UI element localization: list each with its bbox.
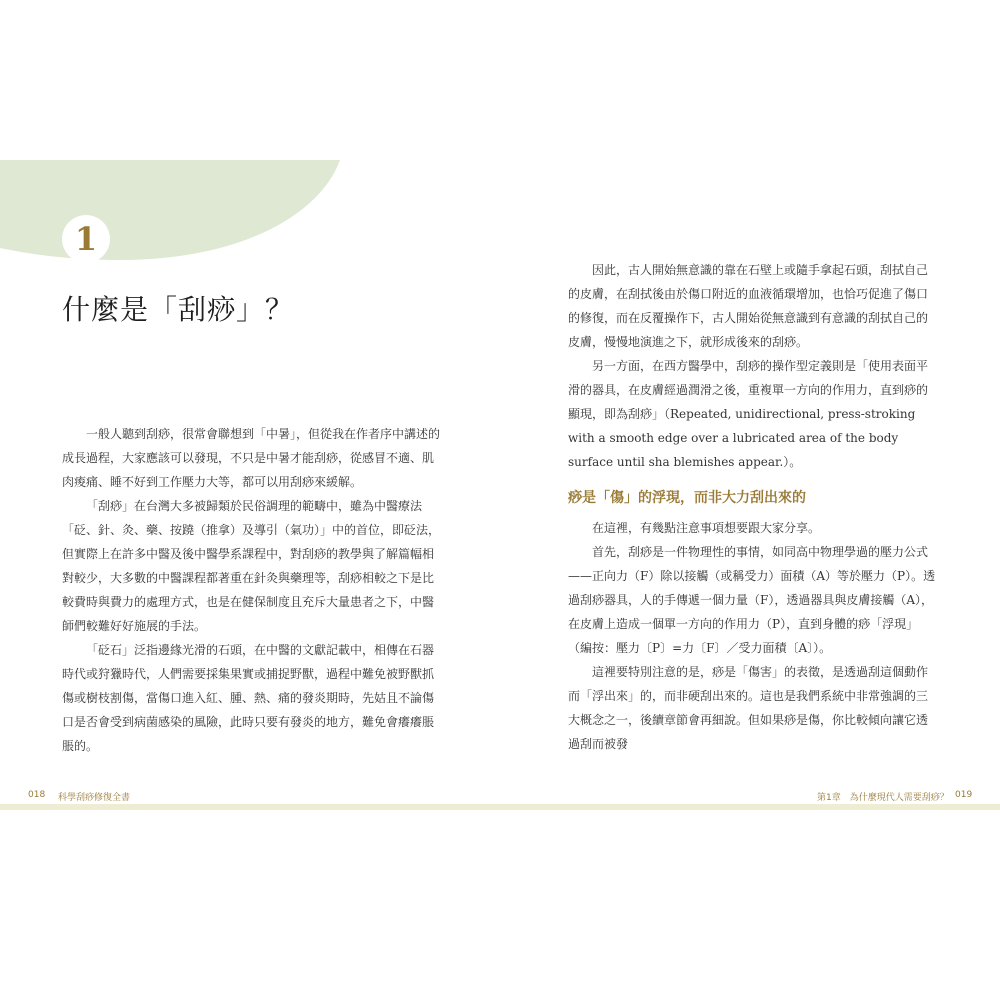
footer-band bbox=[0, 804, 1000, 810]
left-paragraph-3: 「砭石」泛指邊緣光滑的石頭，在中醫的文獻記載中，相傳在石器時代或狩獵時代，人們需要採集果實或捕捉野獸，過程中難免被野獸抓傷或樹枝割傷，當傷口進入紅、腫、熱、痛的發炎期時，先姑且不論傷口是否會受到病菌感染的風險，此時只要有發炎的地方，難免會癢癢脹脹的。 bbox=[62, 643, 435, 753]
page-footer bbox=[0, 788, 1000, 810]
decorative-green-arc bbox=[0, 160, 340, 270]
left-paragraph-1: 一般人聽到刮痧，很常會聯想到「中暑」，但從我在作者序中講述的成長過程，大家應該可以發現，不只是中暑才能刮痧，從感冒不適、肌肉痠痛、睡不好到工作壓力大等，都可以用刮痧來緩解。 bbox=[62, 427, 441, 489]
left-page-body bbox=[62, 422, 442, 758]
left-paragraph-2: 「刮痧」在台灣大多被歸類於民俗調理的範疇中，雖為中醫療法「砭、針、灸、藥、按蹺（推拿）及導引（氣功）」中的首位，即砭法，但實際上在許多中醫及後中醫學系課程中，對刮痧的教學與了解篇幅相對較少，大多數的中醫課程都著重在針灸與藥理等，刮痧相較之下是比較費時與費力的處理方式，也是在健保制度且充斥大量患者之下，中醫師們較難好好施展的手法。 bbox=[62, 499, 441, 633]
right-page-number: 019 bbox=[955, 790, 973, 800]
right-paragraph-1: 因此，古人開始無意識的靠在石壁上或隨手拿起石頭，刮拭自己的皮膚，在刮拭後由於傷口附近的血液循環增加，也恰巧促進了傷口的修復，而在反覆操作下，古人開始從無意識到有意識的刮拭自己的皮膚，慢慢地演進之下，就形成後來的刮痧。 bbox=[568, 263, 929, 349]
right-paragraph-5: 這裡要特別注意的是，痧是「傷害」的表徵，是透過刮這個動作而「浮出來」的，而非硬刮出來的。這也是我們系統中非常強調的三大概念之一，後續章節會再細說。但如果痧是傷，你比較傾向讓它透過刮而被發 bbox=[568, 665, 929, 751]
right-paragraph-4: 首先，刮痧是一件物理性的事情，如同高中物理學過的壓力公式——正向力（F）除以接觸（或稱受力）面積（A）等於壓力（P）。透過刮痧器具，人的手傳遞一個力量（F），透過器具與皮膚接觸（A），在皮膚上造成一個單一方向的作用力（P），直到身體的痧「浮現」（編按：壓力〔P〕=力〔F〕／受力面積〔A〕）。 bbox=[568, 545, 936, 655]
running-book-title: 科學刮痧修復全書 bbox=[58, 793, 131, 803]
right-paragraph-3: 在這裡，有幾點注意事項想要跟大家分享。 bbox=[592, 521, 821, 535]
chapter-title: 什麼是「刮痧」？ bbox=[62, 293, 295, 326]
right-paragraph-2: 另一方面，在西方醫學中，刮痧的操作型定義則是「使用表面平滑的器具，在皮膚經過潤滑之後，重複單一方向的作用力，直到痧的顯現，即為刮痧」（Repeated, unidirectional, press-stroking with a smooth edge over a lubricated area of the body surface until sha blemishes appear.）。 bbox=[568, 359, 929, 469]
left-page-number: 018 bbox=[28, 790, 46, 800]
section-heading: 痧是「傷」的浮現，而非大力刮出來的 bbox=[568, 490, 806, 506]
running-chapter-label: 第1章 為什麼現代人需要刮痧？ bbox=[817, 793, 949, 803]
book-spread bbox=[0, 160, 1000, 810]
chapter-number-badge: 1 bbox=[62, 215, 110, 263]
right-page-body bbox=[568, 258, 936, 756]
